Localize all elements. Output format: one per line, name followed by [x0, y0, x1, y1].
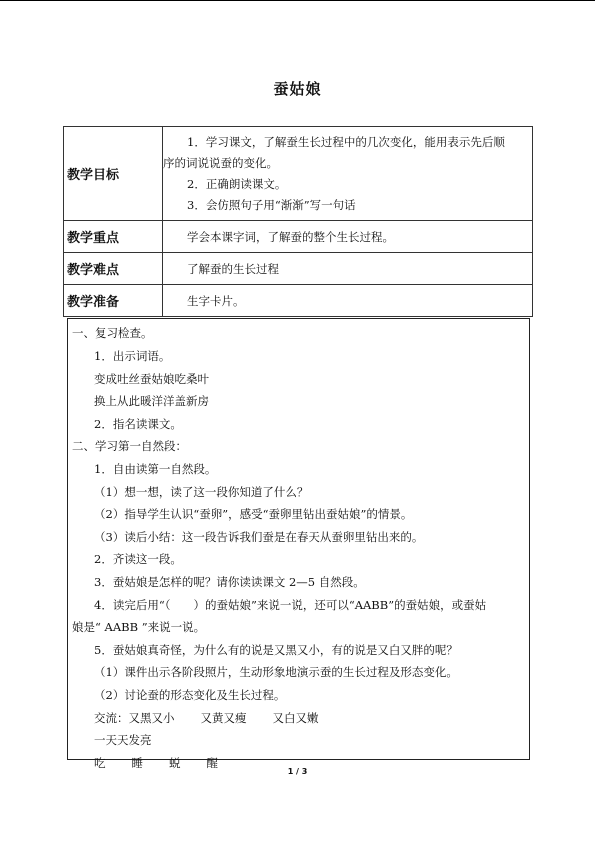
verb-word: 醒	[206, 756, 218, 770]
process-line: 变成吐丝蚕姑娘吃桑叶	[94, 372, 209, 386]
process-line: 2．齐读这一段。	[94, 552, 182, 566]
exchange-word: 又黄又瘦	[200, 711, 247, 725]
teaching-process-box	[67, 318, 530, 770]
prep-row	[64, 285, 533, 317]
exchange-word: 又黑又小	[128, 711, 175, 725]
process-line: 1．自由读第一自然段。	[94, 462, 217, 476]
prep-label: 教学准备	[64, 285, 163, 317]
process-line: 5．蚕姑娘真奇怪，为什么有的说是又黑又小，有的说是又白又胖的呢？	[94, 643, 458, 657]
difficulty-label: 教学难点	[64, 253, 163, 285]
key-content: 学会本课字词，了解蚕的整个生长过程。	[163, 221, 533, 253]
process-line: 3．蚕姑娘是怎样的呢？请你读读课文 2—5 自然段。	[94, 575, 365, 589]
process-line: 一天天发亮	[94, 733, 152, 747]
goals-label: 教学目标	[64, 127, 163, 221]
process-line: （2）指导学生认识“蚕卵”，感受“蚕卵里钻出蚕姑娘”的情景。	[94, 507, 413, 521]
exchange-line	[94, 710, 529, 726]
process-line: 二、学习第一自然段：	[72, 439, 187, 453]
key-row	[64, 221, 533, 253]
top-rule	[0, 0, 595, 1]
process-line: （1）课件出示各阶段照片，生动形象地演示蚕的生长过程及形态变化。	[94, 665, 458, 679]
process-line: 4．读完后用“（ ）的蚕姑娘”来说一说，还可以“AABB”的蚕姑娘，或蚕姑	[94, 598, 487, 612]
exchange-prefix: 交流：	[94, 711, 129, 725]
page-number: 1 / 3	[287, 767, 308, 776]
lesson-plan-table	[63, 126, 533, 317]
goals-row	[64, 127, 533, 221]
page-title: 蚕姑娘	[273, 80, 322, 98]
difficulty-row	[64, 253, 533, 285]
process-line: 2．指名读课文。	[94, 417, 182, 431]
process-line: 1．出示词语。	[94, 349, 171, 363]
process-line: 一、复习检查。	[72, 326, 153, 340]
verb-word: 蜕	[169, 756, 181, 770]
goal-item-2: 2．正确朗读课文。	[187, 176, 287, 191]
process-line: （3）读后小结：这一段告诉我们蚕是在春天从蚕卵里钻出来的。	[94, 530, 424, 544]
difficulty-content: 了解蚕的生长过程	[163, 253, 533, 285]
goals-content	[163, 127, 533, 221]
key-label: 教学重点	[64, 221, 163, 253]
prep-content: 生字卡片。	[163, 285, 533, 317]
process-line: 换上从此暖洋洋盖新房	[94, 394, 209, 408]
process-line: 娘是“ AABB ”来说一说。	[72, 620, 206, 634]
verb-word: 吃	[94, 756, 106, 770]
goal-item-1-cont: 序的词说说蚕的变化。	[163, 155, 278, 170]
process-line: （2）讨论蚕的形态变化及生长过程。	[94, 688, 286, 702]
exchange-word: 又白又嫩	[272, 711, 319, 725]
goal-item-1: 1．学习课文，了解蚕生长过程中的几次变化，能用表示先后顺	[187, 134, 505, 149]
goal-item-3: 3．会仿照句子用“渐渐”写一句话	[187, 197, 356, 212]
process-line: （1）想一想，读了这一段你知道了什么？	[94, 485, 309, 499]
verb-word: 睡	[131, 756, 143, 770]
